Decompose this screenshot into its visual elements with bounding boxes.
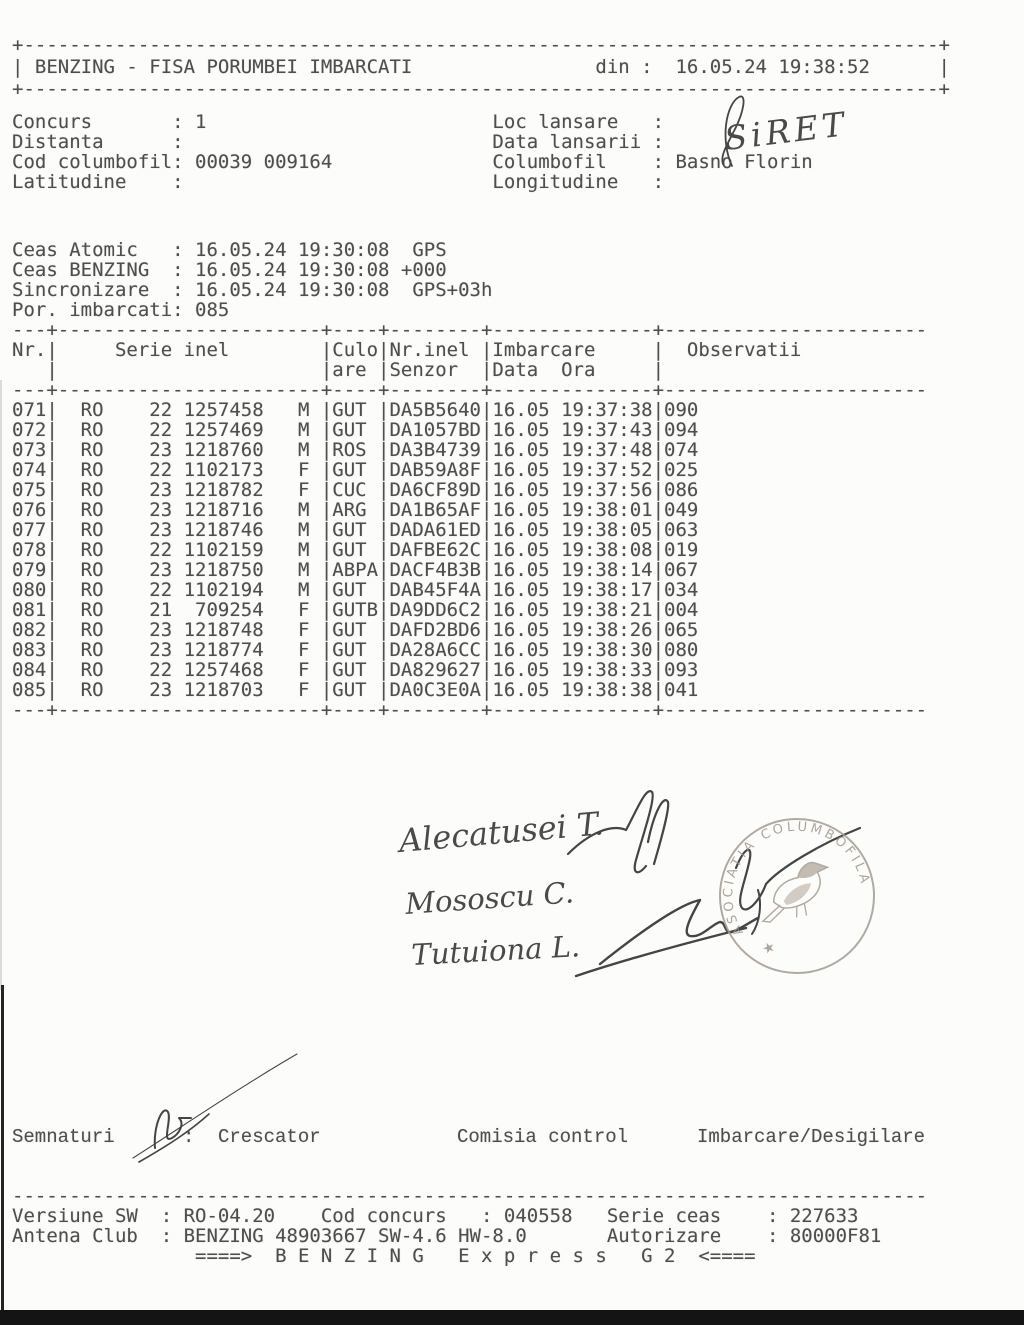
info-line: Latitudine : Longitudine : [12,171,676,193]
stamp-star-icon: ★ [760,938,778,959]
footer-line: ====> B E N Z I N G E x p r e s s G 2 <==== [12,1245,756,1267]
clock-line: Ceas BENZING : 16.05.24 19:30:08 +000 [12,259,447,281]
table-row: 082| RO 23 1218748 F |GUT |DAFD2BD6|16.05 19:38:26|065 [12,619,699,641]
handwritten-name: Tutuiona L. [410,929,581,972]
signature-role-comisia: Comisia control [457,1126,629,1148]
scan-edge-artifact [0,380,2,990]
signature-role-imbarcare: Imbarcare/Desigilare [697,1126,926,1148]
table-row: 076| RO 23 1218716 M |ARG |DA1B65AF|16.05 19:38:01|049 [12,499,699,521]
signature-stroke [155,1110,191,1148]
box-border-top: +--------------------------------------------------------------------------------+ [12,34,950,56]
pigeon-icon [754,860,835,923]
table-row: 079| RO 23 1218750 M |ABPA|DACF4B3B|16.05 19:38:14|067 [12,559,699,581]
scan-edge-artifact [1,985,4,1311]
signatures-colon: : [183,1126,195,1148]
footer-line: Versiune SW : RO-04.20 Cod concurs : 040558 Serie ceas : 227633 [12,1205,859,1227]
info-line: Distanta : Data lansarii : [12,131,676,153]
clock-line: Por. imbarcati: 085 [12,299,230,321]
table-row: 083| RO 23 1218774 F |GUT |DA28A6CC|16.05 19:38:30|080 [12,639,699,661]
footer-separator: -------------------------------------------------------------------------------- [12,1185,928,1207]
table-row: 074| RO 22 1102173 F |GUT |DAB59A8F|16.05 19:37:52|025 [12,459,699,481]
stamp-text [709,807,878,939]
handwritten-name: Alecatusei T. [397,804,606,860]
table-row: 084| RO 22 1257468 F |GUT |DA829627|16.05 19:38:33|093 [12,659,699,681]
table-row: 075| RO 23 1218782 F |CUC |DA6CF89D|16.05 19:37:56|086 [12,479,699,501]
stamp-arc-text: ASOCIATIA COLUMBOFILA [721,819,873,938]
stamp [705,812,890,980]
table-header-line: Nr.| Serie inel |Culo|Nr.inel |Imbarcare | Observatii [12,339,802,361]
table-separator: ---+-----------------------+----+--------+--------------+----------------------- [12,379,928,401]
handwritten-location-text: SiRET [722,104,851,158]
clock-line: Ceas Atomic : 16.05.24 19:30:08 GPS [12,239,447,261]
table-row: 071| RO 22 1257458 M |GUT |DA5B5640|16.05 19:37:38|090 [12,399,699,421]
table-row: 080| RO 22 1102194 M |GUT |DAB45F4A|16.05 19:38:17|034 [12,579,699,601]
boarding-table [12,320,927,720]
scan-bottom-band [0,1310,1024,1325]
crescator-signature [125,1046,310,1164]
signature-stroke [133,1054,297,1158]
report-title-line: | BENZING - FISA PORUMBEI IMBARCATI din : 16.05.24 19:38:52 | [12,56,950,78]
signatures-label: Semnaturi [12,1126,115,1148]
table-row: 073| RO 23 1218760 M |ROS |DA3B4739|16.05 19:37:48|074 [12,439,699,461]
table-row: 077| RO 23 1218746 M |GUT |DADA61ED|16.05 19:38:05|063 [12,519,699,541]
info-line: Concurs : 1 Loc lansare : [12,111,676,133]
handwritten-location [692,88,912,178]
pigeon-wing [781,883,814,905]
box-border-bottom: +--------------------------------------------------------------------------------+ [12,78,950,100]
table-row: 081| RO 21 709254 F |GUTB|DA9DD6C2|16.05 19:38:21|004 [12,599,699,621]
table-row: 072| RO 22 1257469 M |GUT |DA1057BD|16.05 19:37:43|094 [12,419,699,441]
signature-stroke [139,1114,209,1162]
clock-sync-block [12,240,492,320]
table-row: 085| RO 23 1218703 F |GUT |DA0C3E0A|16.05 19:38:38|041 [12,679,699,701]
info-line: Cod columbofil: 00039 009164 Columbofil : Basno Florin [12,151,813,173]
signature-role-crescator: Crescator [218,1126,321,1148]
clock-line: Sincronizare : 16.05.24 19:30:08 GPS+03h [12,279,493,301]
table-separator: ---+-----------------------+----+--------+--------------+----------------------- [12,319,928,341]
table-row: 078| RO 22 1102159 M |GUT |DAFBE62C|16.05 19:38:08|019 [12,539,699,561]
table-separator: ---+-----------------------+----+--------+--------------+----------------------- [12,699,928,721]
table-header-line: | |are |Senzor |Data Ora | [12,359,665,381]
footer-line: Antena Club : BENZING 48903667 SW-4.6 HW-8.0 Autorizare : 80000F81 [12,1225,882,1247]
handwritten-name: Mososcu C. [404,875,575,921]
footer-block [12,1186,927,1266]
